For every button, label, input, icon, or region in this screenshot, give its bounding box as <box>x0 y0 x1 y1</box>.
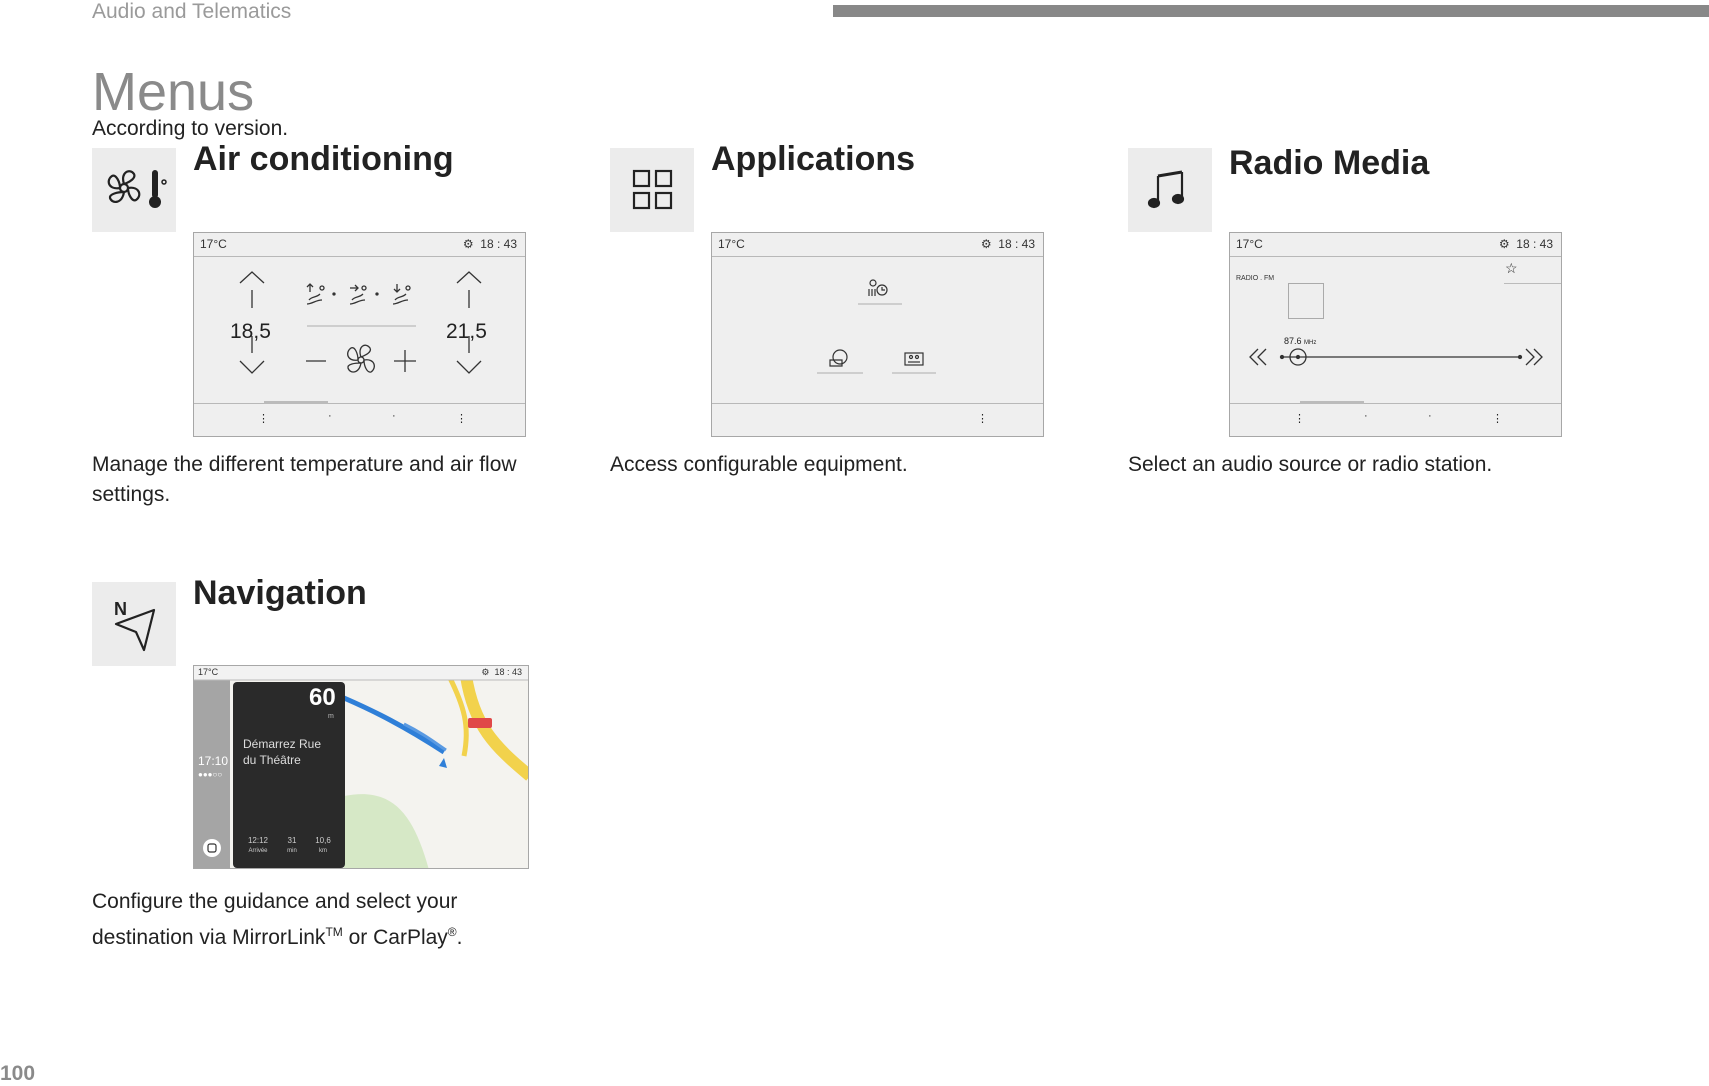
frequency-readout: 87.6 MHz <box>1284 336 1317 346</box>
page-dot: · <box>392 410 396 422</box>
outside-temperature: 17°C <box>198 667 219 677</box>
menu-dots-icon[interactable]: ⋮ <box>258 413 269 425</box>
fan-speed-icon <box>348 345 375 372</box>
distance-to-turn: 60 <box>309 684 336 711</box>
tab-indicator <box>1300 401 1364 404</box>
distance-unit: m <box>328 713 334 720</box>
air-conditioning-icon-box <box>92 148 176 232</box>
frequency-slider[interactable] <box>1230 333 1562 383</box>
applications-screen <box>711 232 1044 437</box>
screen-status-bar <box>1230 233 1561 257</box>
divider <box>1504 283 1562 284</box>
right-temp-down-icon <box>457 361 481 373</box>
right-temperature-setpoint[interactable]: 21,5 <box>446 320 487 343</box>
heating-timer-icon <box>869 280 887 296</box>
tab-indicator <box>264 401 328 404</box>
radio-media-title: Radio Media <box>1229 144 1430 182</box>
page-dot: · <box>328 410 332 422</box>
screen-bottom-bar <box>712 403 1043 436</box>
remaining-minutes: 31 min <box>287 836 297 854</box>
left-temp-down-icon <box>240 361 264 373</box>
air-conditioning-title: Air conditioning <box>193 140 454 178</box>
page-dot: · <box>1428 410 1432 422</box>
left-temperature-setpoint[interactable]: 18,5 <box>230 320 271 343</box>
applications-description: Access configurable equipment. <box>610 453 908 476</box>
air-conditioning-screen <box>193 232 526 437</box>
page-dot: · <box>1364 410 1368 422</box>
menu-dots-icon[interactable]: ⋮ <box>1492 413 1503 425</box>
screen-bottom-bar <box>194 403 525 436</box>
svg-text:N: N <box>114 599 127 619</box>
clock: ⚙ 18 : 43 <box>1498 237 1553 251</box>
favorite-star-icon[interactable]: ☆ <box>1505 260 1518 276</box>
radio-media-description: Select an audio source or radio station. <box>1128 453 1493 476</box>
header-bar <box>833 5 1709 17</box>
navigation-description: Configure the guidance and select your destination via MirrorLink™ or CarPlay®. <box>92 890 463 949</box>
navigation-icon-box <box>92 582 176 666</box>
carplay-clock: 17:10 <box>198 754 229 768</box>
guidance-instruction: Démarrez Rue du Théâtre <box>243 737 322 767</box>
navigation-arrow-icon <box>92 582 176 666</box>
grid-icon <box>610 148 694 232</box>
right-temp-up-icon <box>457 272 481 283</box>
clock: ⚙ 18 : 43 <box>462 237 517 251</box>
page-number: 100 <box>0 1062 36 1085</box>
music-note-icon <box>1128 148 1212 232</box>
clock: ⚙ 18 : 43 <box>980 237 1035 251</box>
screen-bottom-bar <box>1230 403 1561 436</box>
menu-dots-icon[interactable]: ⋮ <box>1294 413 1305 425</box>
menu-dots-icon[interactable]: ⋮ <box>456 413 467 425</box>
left-temp-up-icon <box>240 272 264 283</box>
menu-dots-icon[interactable]: ⋮ <box>977 413 988 425</box>
navigation-screen <box>193 665 529 869</box>
settings-icon[interactable]: ⚙ <box>1498 237 1510 251</box>
screen-status-bar <box>194 233 525 257</box>
signal-dots-icon: ●●●○○ <box>198 770 223 779</box>
clock: ⚙ 18 : 43 <box>481 667 522 677</box>
settings-icon[interactable]: ⚙ <box>980 237 992 251</box>
seek-forward-icon <box>1526 349 1534 365</box>
vehicle-settings-icon <box>830 350 847 366</box>
screen-status-bar <box>712 233 1043 257</box>
seek-back-icon <box>1250 349 1258 365</box>
applications-title: Applications <box>711 140 916 178</box>
applications-icon-box <box>610 148 694 232</box>
outside-temperature: 17°C <box>200 237 227 251</box>
navigation-title: Navigation <box>193 574 367 612</box>
radio-media-icon-box <box>1128 148 1212 232</box>
radio-source-label[interactable]: RADIO . FM <box>1236 275 1275 282</box>
remaining-distance: 10,6 km <box>315 836 331 854</box>
outside-temperature: 17°C <box>1236 237 1263 251</box>
settings-icon[interactable]: ⚙ <box>462 237 474 251</box>
page-subtitle: According to version. <box>92 117 289 140</box>
outside-temperature: 17°C <box>718 237 745 251</box>
arrival-time: 12:12 Arrivée <box>247 836 269 854</box>
settings-icon[interactable]: ⚙ <box>481 667 490 677</box>
fan-thermometer-icon <box>92 148 176 232</box>
air-flow-icons <box>307 284 410 304</box>
radio-media-screen <box>1229 232 1562 437</box>
applications-content <box>712 256 1044 406</box>
page-title: Menus <box>92 62 255 122</box>
contacts-card-icon <box>905 353 923 365</box>
station-artwork <box>1288 283 1324 319</box>
running-header: Audio and Telematics <box>92 0 292 23</box>
home-button[interactable] <box>203 839 221 857</box>
air-conditioning-description: Manage the different temperature and air flow settings. <box>92 453 517 506</box>
